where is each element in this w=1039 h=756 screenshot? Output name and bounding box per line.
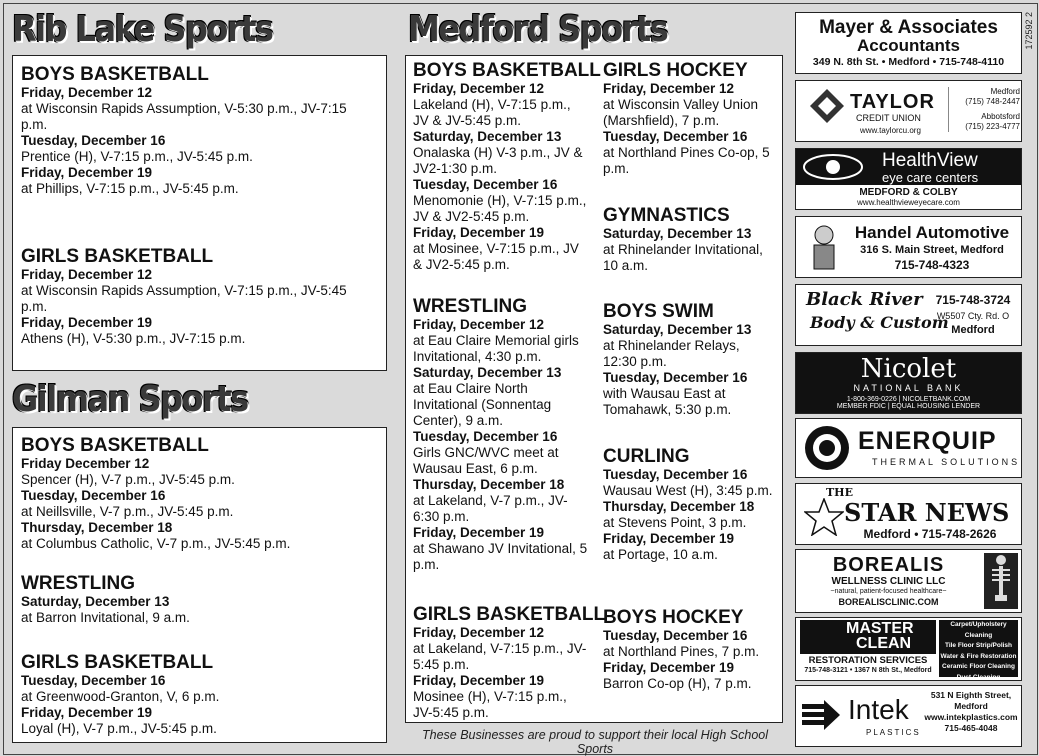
date: Friday, December 19	[21, 165, 153, 180]
ad-website: www.taylorcu.org	[860, 126, 921, 135]
section-title: BOYS BASKETBALL	[21, 64, 209, 85]
ad-fdic: MEMBER FDIC | EQUAL HOUSING LENDER	[836, 403, 981, 410]
ad-name: ENERQUIP	[858, 427, 997, 455]
rib-lake-box	[12, 55, 387, 371]
event: at Portage, 10 a.m.	[603, 547, 718, 562]
medford-boys-swim	[603, 301, 773, 418]
event: with Wausau East at Tomahawk, 5:30 p.m.	[603, 386, 732, 417]
event: Mosinee (H), V-7:15 p.m., JV-5:45 p.m.	[413, 689, 567, 720]
section-title: BOYS SWIM	[603, 301, 714, 322]
event: at Lakeland, V-7 p.m., JV-6:30 p.m.	[413, 493, 568, 524]
event: at Eau Claire North Invitational (Sonnentag Center), 9 a.m.	[413, 381, 552, 428]
medford-curling	[603, 446, 773, 563]
gilman-header: Gilman Sports	[12, 378, 248, 420]
section-title: GIRLS BASKETBALL	[21, 246, 214, 267]
date: Friday December 12	[21, 456, 150, 471]
ad-phone: (715) 748-2447	[965, 97, 1020, 106]
date: Saturday, December 13	[413, 365, 562, 380]
date: Friday, December 19	[21, 315, 153, 330]
service: Ceramic Floor Cleaning	[942, 663, 1015, 670]
section-title: WRESTLING	[21, 573, 135, 594]
ad-healthview	[795, 148, 1022, 210]
ad-subname: RESTORATION SERVICES	[808, 655, 928, 666]
ad-phone: (715) 223-4777	[965, 122, 1020, 131]
ad-tagline: ~natural, patient-focused healthcare~	[830, 588, 947, 595]
taylor-phones	[948, 87, 1020, 132]
ad-name: Nicolet	[860, 354, 957, 384]
ad-website: www.healthvieweyecare.com	[857, 198, 960, 207]
date: Friday, December 19	[413, 525, 545, 540]
event: Wausau West (H), 3:45 p.m.	[603, 483, 773, 498]
ad-website: BOREALISCLINIC.COM	[838, 597, 939, 607]
ad-mayer	[795, 12, 1022, 74]
ad-address: 316 S. Main Street, Medford	[860, 244, 1004, 256]
ad-name: BOREALIS	[832, 554, 945, 576]
ad-subname: THERMAL SOLUTIONS	[872, 457, 1021, 467]
event: at Columbus Catholic, V-7 p.m., JV-5:45 p.m.	[21, 536, 291, 551]
ad-website: www.intekplastics.com	[924, 712, 1018, 722]
date: Tuesday, December 16	[603, 370, 748, 385]
ad-city: Medford	[951, 324, 995, 336]
event: at Rhinelander Invitational, 10 a.m.	[603, 242, 763, 273]
ad-name-2: CLEAN	[856, 635, 912, 652]
section-title: WRESTLING	[413, 296, 527, 317]
ad-city: Medford	[990, 87, 1020, 96]
medford-boys-hockey	[603, 607, 773, 692]
date: Friday, December 19	[603, 531, 735, 546]
event: Menomonie (H), V-7:15 p.m., JV & JV2-5:45 p.m.	[413, 193, 587, 224]
date: Friday, December 12	[413, 625, 545, 640]
event: at Eau Claire Memorial girls Invitational, 4:30 p.m.	[413, 333, 579, 364]
event: at Mosinee, V-7:15 p.m., JV & JV2-5:45 p.m.	[413, 241, 579, 272]
service: Duct Cleaning	[956, 673, 1001, 681]
medford-girls-basketball	[413, 604, 606, 721]
ad-name: MASTER	[846, 620, 914, 637]
ad-subname: WELLNESS CLINIC LLC	[831, 576, 946, 587]
section-title: GYMNASTICS	[603, 205, 730, 226]
taylor-logo-icon	[810, 89, 844, 123]
date: Tuesday, December 16	[21, 673, 166, 688]
event: at Greenwood-Granton, V, 6 p.m.	[21, 689, 220, 704]
date: Friday, December 12	[413, 317, 545, 332]
section-title: BOYS BASKETBALL	[413, 60, 601, 81]
ad-starnews	[795, 483, 1022, 545]
ad-subname: NATIONAL BANK	[853, 383, 964, 393]
event: at Neillsville, V-7 p.m., JV-5:45 p.m.	[21, 504, 234, 519]
section-title: CURLING	[603, 446, 690, 467]
service: Water & Fire Restoration	[940, 652, 1017, 660]
event: Spencer (H), V-7 p.m., JV-5:45 p.m.	[21, 472, 235, 487]
ad-city: Medford	[954, 701, 988, 711]
swirl-logo-icon	[802, 424, 852, 472]
skeleton-icon	[984, 553, 1018, 609]
ad-name: Mayer & Associates	[819, 17, 998, 38]
date: Tuesday, December 16	[413, 177, 558, 192]
ad-handel	[795, 216, 1022, 278]
rib-lake-girls-basketball	[21, 246, 376, 347]
gilman-boys-basketball	[21, 435, 376, 552]
eye-icon	[802, 153, 864, 181]
event: at Northland Pines, 7 p.m.	[603, 644, 760, 659]
ad-name: Handel Automotive	[854, 223, 1010, 242]
ad-subname: PLASTICS	[866, 728, 921, 737]
event: Lakeland (H), V-7:15 p.m., JV & JV-5:45 p.m.	[413, 97, 571, 128]
sponsor-footer: These Businesses are proud to support their local High School Sports	[421, 728, 769, 756]
date: Tuesday, December 16	[603, 628, 748, 643]
star-icon	[804, 498, 844, 536]
date: Friday, December 12	[21, 85, 153, 100]
date: Friday, December 19	[21, 705, 153, 720]
date: Thursday, December 18	[413, 477, 565, 492]
ad-name: STAR NEWS	[844, 498, 1010, 527]
ad-subname: eye care centers	[882, 170, 979, 185]
date: Saturday, December 13	[21, 594, 170, 609]
ad-address: W5507 Cty. Rd. O	[936, 311, 1010, 321]
ad-phone: 715-465-4048	[944, 723, 998, 733]
date: Saturday, December 13	[603, 322, 752, 337]
date: Tuesday, December 16	[21, 488, 166, 503]
event: Prentice (H), V-7:15 p.m., JV-5:45 p.m.	[21, 149, 253, 164]
section-title: GIRLS BASKETBALL	[21, 652, 214, 673]
date: Friday, December 12	[21, 267, 153, 282]
masterclean-services	[939, 620, 1018, 681]
medford-boys-basketball	[413, 60, 601, 273]
event: Loyal (H), V-7 p.m., JV-5:45 p.m.	[21, 721, 217, 736]
intek-contact	[924, 690, 1018, 734]
ad-address: 715-748-3121 • 1367 N 8th St., Medford	[804, 667, 932, 674]
ad-name: Black River	[806, 289, 923, 310]
mechanic-icon	[802, 223, 846, 271]
event: at Wisconsin Valley Union (Marshfield), 7 p.m.	[603, 97, 759, 128]
medford-box	[405, 55, 783, 723]
service: Carpet/Upholstery Cleaning	[950, 621, 1007, 639]
date: Saturday, December 13	[413, 129, 562, 144]
section-title: BOYS HOCKEY	[603, 607, 744, 628]
medford-girls-hockey	[603, 60, 773, 177]
ad-blackriver	[795, 284, 1022, 346]
date: Friday, December 12	[603, 81, 735, 96]
ad-masterclean	[795, 617, 1022, 681]
date: Saturday, December 13	[603, 226, 752, 241]
ad-intek	[795, 685, 1022, 747]
event: Barron Co-op (H), 7 p.m.	[603, 676, 752, 691]
ad-phone: 715-748-4323	[894, 258, 970, 272]
date: Tuesday, December 16	[603, 467, 748, 482]
ad-address: 531 N Eighth Street,	[930, 690, 1012, 700]
date: Tuesday, December 16	[21, 133, 166, 148]
ad-address: 349 N. 8th St. • Medford • 715-748-4110	[812, 56, 1005, 68]
gilman-girls-basketball	[21, 652, 376, 737]
ad-borealis	[795, 549, 1022, 613]
date: Friday, December 19	[603, 660, 735, 675]
ad-enerquip	[795, 418, 1022, 478]
event: at Shawano JV Invitational, 5 p.m.	[413, 541, 588, 572]
event: at Rhinelander Relays, 12:30 p.m.	[603, 338, 740, 369]
date: Friday, December 19	[413, 225, 545, 240]
ad-taylor	[795, 80, 1022, 142]
ad-subname: Body & Custom	[810, 313, 949, 332]
date: Tuesday, December 16	[603, 129, 748, 144]
event: at Wisconsin Rapids Assumption, V-5:30 p.m., JV-7:15 p.m.	[21, 101, 347, 132]
event: at Phillips, V-7:15 p.m., JV-5:45 p.m.	[21, 181, 239, 196]
medford-header: Medford Sports	[408, 8, 668, 50]
ad-contact: 1-800-369-0226 | NICOLETBANK.COM	[846, 396, 971, 403]
medford-gymnastics	[603, 205, 773, 274]
event: at Wisconsin Rapids Assumption, V-7:15 p.m., JV-5:45 p.m.	[21, 283, 347, 314]
ad-contact: Medford • 715-748-2626	[863, 527, 997, 541]
date: Thursday, December 18	[21, 520, 173, 535]
section-title: GIRLS HOCKEY	[603, 60, 748, 81]
event: at Stevens Point, 3 p.m.	[603, 515, 747, 530]
date: Friday, December 19	[413, 673, 545, 688]
ad-name: TAYLOR	[850, 91, 935, 113]
ad-nicolet	[795, 352, 1022, 414]
ad-phone: 715-748-3724	[935, 293, 1011, 307]
event: at Barron Invitational, 9 a.m.	[21, 610, 190, 625]
date: Thursday, December 18	[603, 499, 755, 514]
ad-name: HealthView	[882, 150, 978, 171]
event: at Lakeland, V-7:15 p.m., JV-5:45 p.m.	[413, 641, 587, 672]
ad-city: Abbotsford	[981, 112, 1020, 121]
event: Onalaska (H) V-3 p.m., JV & JV2-1:30 p.m.	[413, 145, 583, 176]
ad-name: Intek	[848, 694, 909, 725]
gilman-wrestling	[21, 573, 376, 626]
ad-code: 172592 2	[1024, 12, 1034, 50]
ad-the: THE	[826, 486, 853, 499]
section-title: BOYS BASKETBALL	[21, 435, 209, 456]
event: Athens (H), V-5:30 p.m., JV-7:15 p.m.	[21, 331, 246, 346]
gilman-box	[12, 427, 387, 743]
medford-wrestling	[413, 296, 588, 573]
ad-subname: CREDIT UNION	[856, 113, 921, 123]
date: Tuesday, December 16	[413, 429, 558, 444]
event: at Northland Pines Co-op, 5 p.m.	[603, 145, 770, 176]
ad-location: MEDFORD & COLBY	[859, 187, 958, 198]
rib-lake-header: Rib Lake Sports	[12, 8, 273, 50]
rib-lake-boys-basketball	[21, 64, 376, 197]
intek-arrow-icon	[802, 700, 842, 730]
section-title: GIRLS BASKETBALL	[413, 604, 606, 625]
service: Tile Floor Strip/Polish	[944, 642, 1013, 649]
ad-subname: Accountants	[857, 36, 960, 55]
date: Friday, December 12	[413, 81, 545, 96]
event: Girls GNC/WVC meet at Wausau East, 6 p.m.	[413, 445, 559, 476]
